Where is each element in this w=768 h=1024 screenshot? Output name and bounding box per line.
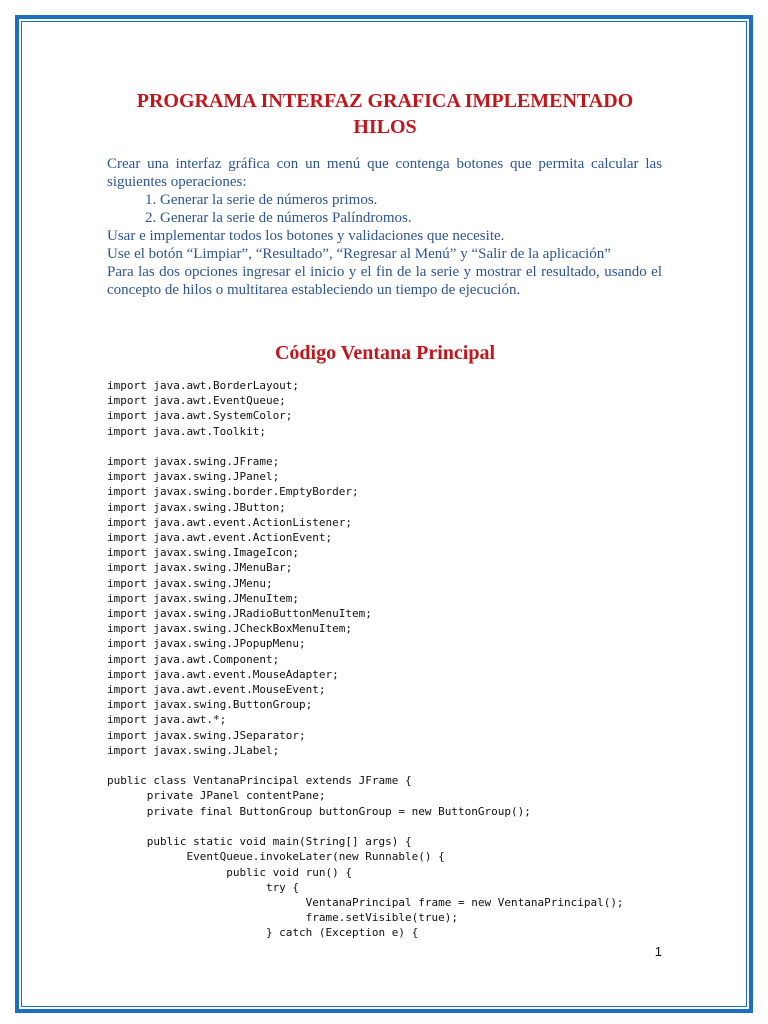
code-line: import javax.swing.JLabel; (107, 743, 280, 757)
code-line: import javax.swing.JMenuBar; (107, 561, 293, 575)
code-line: import javax.swing.border.EmptyBorder; (107, 485, 359, 499)
button-names-line: Use el botón “Limpiar”, “Resultado”, “Regresar al Menú” y “Salir de la aplicación” (107, 246, 611, 262)
code-line: import javax.swing.JSeparator; (107, 728, 306, 742)
code-line: frame.setVisible(true); (107, 911, 458, 925)
code-line: import javax.swing.JCheckBoxMenuItem; (107, 622, 353, 636)
code-line (107, 439, 624, 454)
code-line: import java.awt.SystemColor; (107, 409, 293, 423)
list-item: 2. Generar la serie de números Palíndromos. (160, 209, 662, 227)
code-line: import java.awt.Toolkit; (107, 424, 266, 438)
code-line: import javax.swing.ButtonGroup; (107, 698, 313, 712)
page-number: 1 (654, 944, 662, 959)
title-line-1: PROGRAMA INTERFAZ GRAFICA IMPLEMENTADO (136, 90, 634, 112)
code-line: import java.awt.event.ActionEvent; (107, 531, 333, 545)
code-line: private final ButtonGroup buttonGroup = new ButtonGroup(); (107, 804, 531, 818)
code-line: import javax.swing.JFrame; (107, 455, 280, 469)
code-line: import javax.swing.JPopupMenu; (107, 637, 306, 651)
code-line: import java.awt.*; (107, 713, 227, 727)
options-paragraph: Para las dos opciones ingresar el inicio y el fin de la serie y mostrar el resultado, usando el concepto de hilos o multitarea estableciendo un tiempo de ejecución. (107, 264, 662, 298)
code-line: EventQueue.invokeLater(new Runnable() { (107, 850, 445, 864)
code-line: import java.awt.BorderLayout; (107, 379, 300, 392)
code-line (107, 758, 624, 773)
code-line: import javax.swing.JButton; (107, 500, 286, 514)
code-line: public void run() { (107, 865, 353, 879)
title-line-2: HILOS (353, 116, 417, 138)
code-line: import javax.swing.JMenuItem; (107, 591, 300, 605)
code-line: } catch (Exception e) { (107, 926, 419, 940)
code-heading: Código Ventana Principal (274, 342, 496, 364)
code-line: import javax.swing.JPanel; (107, 470, 280, 484)
code-line: import javax.swing.JMenu; (107, 576, 273, 590)
code-line: import javax.swing.ImageIcon; (107, 546, 300, 560)
code-line: import java.awt.event.ActionListener; (107, 515, 353, 529)
code-line: import java.awt.Component; (107, 652, 280, 666)
code-line (107, 819, 624, 834)
code-line: public class VentanaPrincipal extends JFrame { (107, 774, 412, 788)
document-title (90, 88, 680, 140)
code-line: private JPanel contentPane; (107, 789, 326, 803)
operations-list (107, 191, 662, 227)
code-line: try { (107, 880, 300, 894)
code-line: import javax.swing.JRadioButtonMenuItem; (107, 607, 372, 621)
assignment-description (107, 155, 662, 299)
intro-paragraph: Crear una interfaz gráfica con un menú que contenga botones que permita calcular las siguientes operaciones: (107, 156, 662, 190)
code-line: import java.awt.event.MouseAdapter; (107, 667, 339, 681)
code-block (107, 378, 624, 941)
code-line: import java.awt.event.MouseEvent; (107, 683, 326, 697)
use-buttons-line: Usar e implementar todos los botones y validaciones que necesite. (107, 228, 505, 244)
code-line: import java.awt.EventQueue; (107, 394, 286, 408)
code-line: VentanaPrincipal frame = new VentanaPrincipal(); (107, 895, 624, 909)
list-item: 1. Generar la serie de números primos. (160, 191, 662, 209)
code-line: public static void main(String[] args) { (107, 835, 412, 849)
